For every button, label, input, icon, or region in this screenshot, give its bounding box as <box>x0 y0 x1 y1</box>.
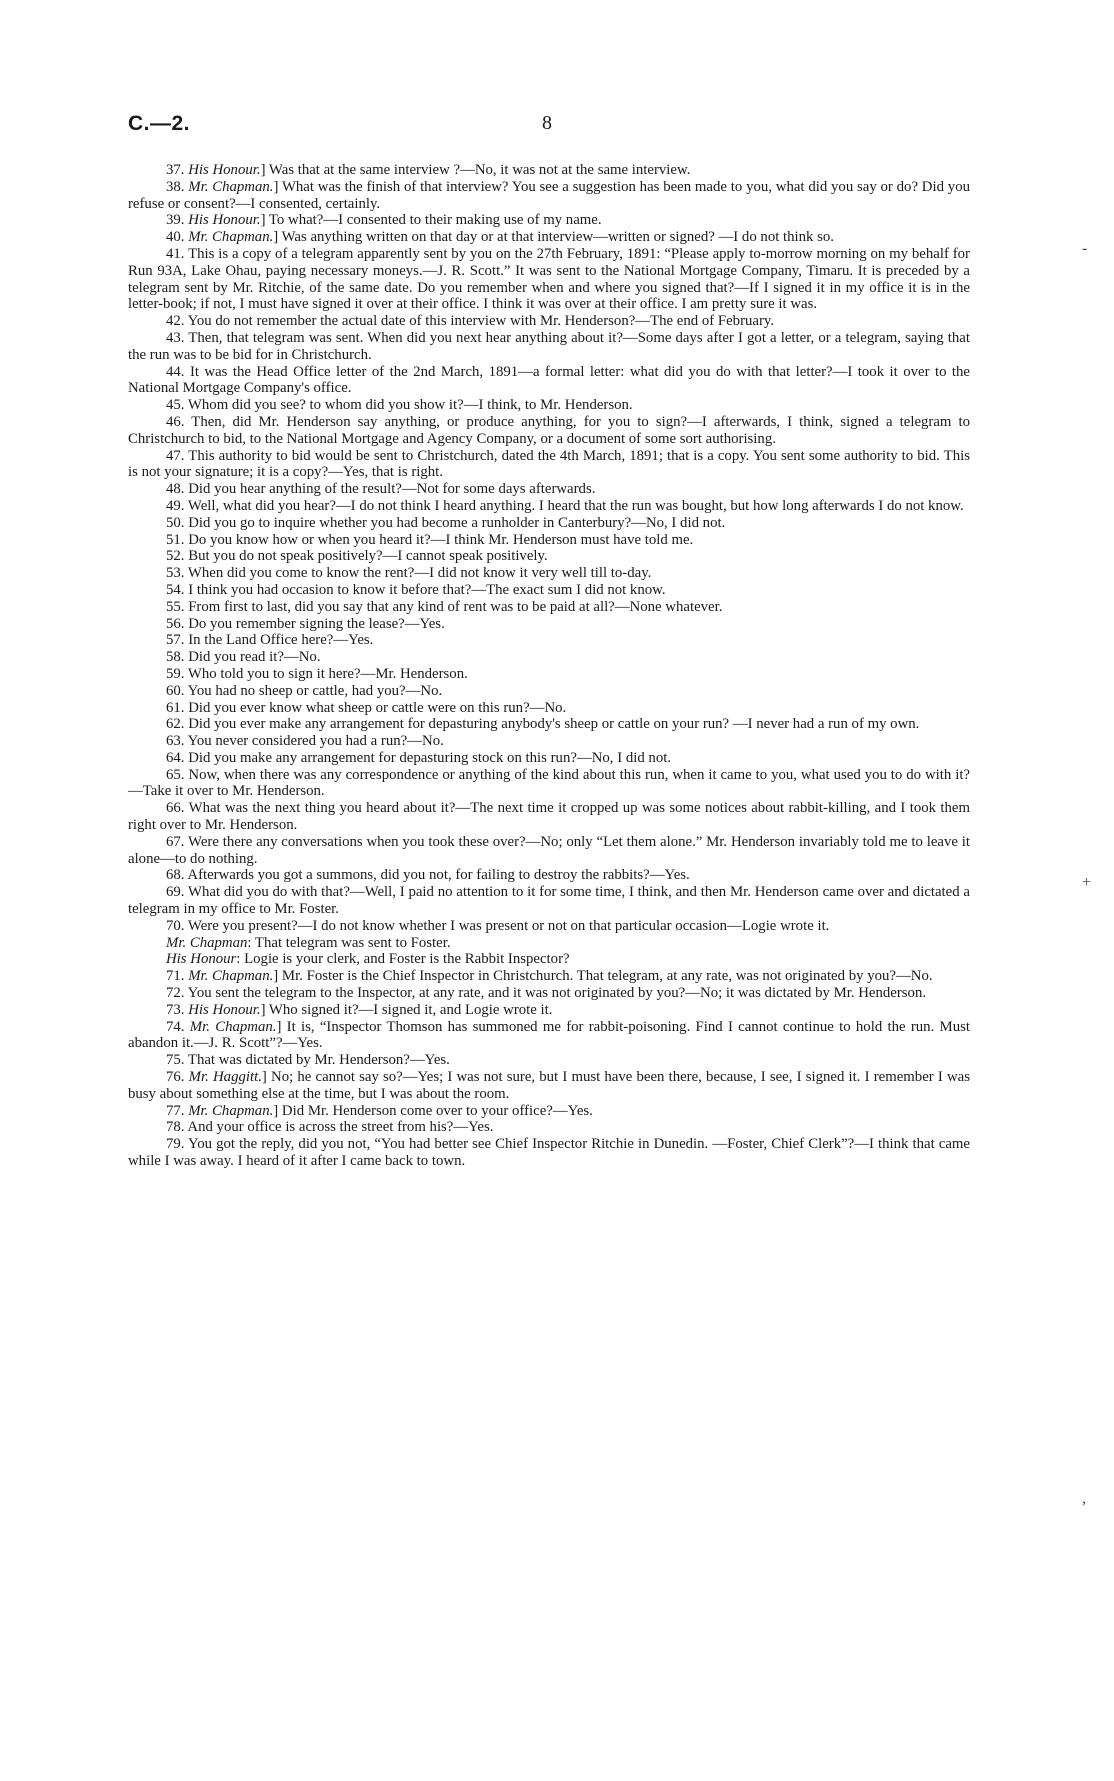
paragraph-text: ] To what?—I consented to their making use of my name. <box>260 212 602 229</box>
testimony-paragraph <box>128 498 970 515</box>
margin-mark: ‑ <box>1082 240 1088 257</box>
paragraph-text: 64. Did you make any arrangement for depasturing stock on this run?—No, I did not. <box>166 749 672 766</box>
paragraph-text: 57. In the Land Office here?—Yes. <box>166 632 374 649</box>
testimony-paragraph <box>128 935 970 952</box>
testimony-paragraph <box>128 616 970 633</box>
paragraph-text: 60. You had no sheep or cattle, had you?—No. <box>166 682 443 699</box>
document-code: C.—2. <box>128 112 191 135</box>
testimony-paragraph <box>128 834 970 868</box>
testimony-paragraph <box>128 414 970 448</box>
paragraph-text: 58. Did you read it?—No. <box>166 649 321 666</box>
speaker-name: His Honour. <box>188 212 261 229</box>
paragraph-text: 42. You do not remember the actual date of this interview with Mr. Henderson?—The end of February. <box>166 313 775 330</box>
speaker-name: Mr. Chapman <box>166 934 248 951</box>
paragraph-text: ] It is, “Inspector Thomson has summoned me for rabbit-poisoning. Find I cannot continue to hold the run. Must abandon it.—J. R. Scott”?—Yes. <box>128 1018 970 1052</box>
testimony-paragraph <box>128 1019 970 1053</box>
testimony-paragraph <box>128 548 970 565</box>
paragraph-text: 77. <box>166 1102 189 1119</box>
paragraph-text: 66. What was the next thing you heard about it?—The next time it cropped up was some notices about rabbit-killing, and I took them right over to Mr. Henderson. <box>128 800 970 834</box>
paragraph-text: 59. Who told you to sign it here?—Mr. Henderson. <box>166 665 468 682</box>
paragraph-text: 69. What did you do with that?—Well, I paid no attention to it for some time, I think, and then Mr. Henderson came over and dictated a telegram in my office to Mr. Foster. <box>128 884 970 918</box>
testimony-paragraph <box>128 649 970 666</box>
paragraph-text: 49. Well, what did you hear?—I do not think I heard anything. I heard that the run was bought, but how long afterwards I do not know. <box>166 497 964 514</box>
paragraph-text: 71. <box>166 968 189 985</box>
paragraph-text: 56. Do you remember signing the lease?—Yes. <box>166 615 445 632</box>
testimony-paragraph <box>128 515 970 532</box>
paragraph-text: 61. Did you ever know what sheep or cattle were on this run?—No. <box>166 699 567 716</box>
paragraph-text: 44. It was the Head Office letter of the 2nd March, 1891—a formal letter: what did you do with that letter?—I took it over to the National Mortgage Company's office. <box>128 363 970 397</box>
paragraph-text: : Logie is your clerk, and Foster is the Rabbit Inspector? <box>236 951 570 968</box>
testimony-paragraph <box>128 229 970 246</box>
speaker-name: His Honour <box>166 951 237 968</box>
testimony-paragraph <box>128 532 970 549</box>
testimony-paragraph <box>128 683 970 700</box>
testimony-paragraph <box>128 212 970 229</box>
testimony-paragraph <box>128 716 970 733</box>
speaker-name: Mr. Chapman. <box>188 178 274 195</box>
testimony-paragraph <box>128 800 970 834</box>
paragraph-text: 37. <box>166 162 189 178</box>
paragraph-text: 43. Then, that telegram was sent. When did you next hear anything about it?—Some days after I got a letter, or a telegram, saying that the run was to be bid for in Christchurch. <box>128 329 970 363</box>
speaker-name: Mr. Haggitt. <box>188 1069 262 1086</box>
paragraph-text: 55. From first to last, did you say that any kind of rent was to be paid at all?—None whatever. <box>166 598 723 615</box>
testimony-paragraph <box>128 313 970 330</box>
paragraph-text: 74. <box>166 1018 190 1035</box>
testimony-paragraph <box>128 1052 970 1069</box>
paragraph-text: ] Who signed it?—I signed it, and Logie wrote it. <box>260 1001 553 1018</box>
paragraph-text: 53. When did you come to know the rent?—I did not know it very well till to-day. <box>166 565 652 582</box>
paragraph-text: 78. And your office is across the street from his?—Yes. <box>166 1119 494 1136</box>
testimony-paragraph <box>128 1136 970 1170</box>
testimony-paragraph <box>128 1002 970 1019</box>
paragraph-text: 48. Did you hear anything of the result?—Not for some days afterwards. <box>166 481 596 498</box>
paragraph-text: 46. Then, did Mr. Henderson say anything, or produce anything, for you to sign?—I afterwards, I think, signed a telegram to Christchurch to bid, to the National Mortgage and Agency Company, or a document of some sort authorising. <box>128 413 970 447</box>
testimony-paragraph <box>128 884 970 918</box>
speaker-name: Mr. Chapman. <box>188 968 274 985</box>
paragraph-text: 70. Were you present?—I do not know whether I was present or not on that particular occasion—Logie wrote it. <box>166 917 830 934</box>
paragraph-text: 51. Do you know how or when you heard it?—I think Mr. Henderson must have told me. <box>166 531 694 548</box>
testimony-paragraph <box>128 951 970 968</box>
paragraph-text: ] Did Mr. Henderson come over to your office?—Yes. <box>273 1102 593 1119</box>
paragraph-text: 73. <box>166 1001 189 1018</box>
paragraph-text: 68. Afterwards you got a summons, did you not, for failing to destroy the rabbits?—Yes. <box>166 867 690 884</box>
paragraph-text: : That telegram was sent to Foster. <box>247 934 451 951</box>
testimony-paragraph <box>128 666 970 683</box>
paragraph-text: ] No; he cannot say so?—Yes; I was not sure, but I must have been there, because, I see, I signed it. I remember I was busy about something else at the time, but I was about the room. <box>128 1069 970 1102</box>
testimony-paragraph <box>128 750 970 767</box>
speaker-name: Mr. Chapman. <box>188 229 274 246</box>
testimony-paragraph <box>128 700 970 717</box>
paragraph-text: 50. Did you go to inquire whether you had become a runholder in Canterbury?—No, I did not. <box>166 514 726 531</box>
testimony-body <box>128 162 970 1170</box>
testimony-paragraph <box>128 364 970 398</box>
page-number: 8 <box>542 112 552 134</box>
paragraph-text: 63. You never considered you had a run?—No. <box>166 733 444 750</box>
margin-mark: + <box>1082 874 1092 891</box>
testimony-paragraph <box>128 481 970 498</box>
testimony-paragraph <box>128 397 970 414</box>
paragraph-text: ] Mr. Foster is the Chief Inspector in Christchurch. That telegram, at any rate, was not originated by you?—No. <box>273 968 933 985</box>
testimony-paragraph <box>128 582 970 599</box>
speaker-name: Mr. Chapman. <box>188 1102 274 1119</box>
testimony-paragraph <box>128 162 970 179</box>
paragraph-text: 54. I think you had occasion to know it before that?—The exact sum I did not know. <box>166 581 666 598</box>
testimony-paragraph <box>128 1069 970 1103</box>
paragraph-text: 75. That was dictated by Mr. Henderson?—Yes. <box>166 1052 450 1069</box>
paragraph-text: 67. Were there any conversations when you took these over?—No; only “Let them alone.” Mr. Henderson invariably told me to leave it alone—to do nothing. <box>128 833 970 867</box>
paragraph-text: 38. <box>166 178 189 195</box>
testimony-paragraph <box>128 632 970 649</box>
paragraph-text: 47. This authority to bid would be sent to Christchurch, dated the 4th March, 1891; that is a copy. You sent some authority to bid. This is not your signature; it is a copy?—Yes, that is right. <box>128 447 970 481</box>
testimony-paragraph <box>128 767 970 801</box>
speaker-name: His Honour. <box>188 1001 261 1018</box>
paragraph-text: 52. But you do not speak positively?—I cannot speak positively. <box>166 548 548 565</box>
testimony-paragraph <box>128 918 970 935</box>
paragraph-text: 40. <box>166 229 189 246</box>
paragraph-text: 72. You sent the telegram to the Inspector, at any rate, and it was not originated by you?—No; it was dictated by Mr. Henderson. <box>166 985 927 1002</box>
paragraph-text: 65. Now, when there was any correspondence or anything of the kind about this run, when it came to you, what used you to do with it?—Take it over to Mr. Henderson. <box>128 766 970 800</box>
testimony-paragraph <box>128 330 970 364</box>
testimony-paragraph <box>128 246 970 313</box>
testimony-paragraph <box>128 985 970 1002</box>
testimony-paragraph <box>128 1103 970 1120</box>
page-header <box>128 112 970 142</box>
paragraph-text: ] Was that at the same interview ?—No, it was not at the same interview. <box>260 162 691 178</box>
paragraph-text: 79. You got the reply, did you not, “You had better see Chief Inspector Ritchie in Dunedin. —Foster, Chief Clerk”?—I think that came while I was away. I heard of it after I came back to town. <box>128 1136 970 1170</box>
testimony-paragraph <box>128 1119 970 1136</box>
testimony-paragraph <box>128 867 970 884</box>
testimony-paragraph <box>128 565 970 582</box>
paragraph-text: 76. <box>166 1069 189 1086</box>
testimony-paragraph <box>128 968 970 985</box>
paragraph-text: 45. Whom did you see? to whom did you show it?—I think, to Mr. Henderson. <box>166 397 633 414</box>
testimony-paragraph <box>128 448 970 482</box>
paragraph-text: ] What was the finish of that interview? You see a suggestion has been made to you, what did you say or do? Did you refuse or consent?—I consented, certainly. <box>128 178 970 212</box>
paragraph-text: 62. Did you ever make any arrangement for depasturing anybody's sheep or cattle on your run? —I never had a run of my own. <box>166 716 920 733</box>
testimony-paragraph <box>128 179 970 213</box>
speaker-name: Mr. Chapman. <box>189 1018 277 1035</box>
speaker-name: His Honour. <box>188 162 261 178</box>
testimony-paragraph <box>128 599 970 616</box>
margin-mark: , <box>1082 1490 1086 1507</box>
testimony-paragraph <box>128 733 970 750</box>
paragraph-text: 41. This is a copy of a telegram apparently sent by you on the 27th February, 1891: “Please apply to-morrow morning on my behalf for Run 93A, Lake Ohau, paying necessary moneys.—J. R. Scott.” It was sent to the National Mortgage Company, Timaru. It is preceded by a telegram sent by Mr. Ritchie, of the same date. Do you remember when and where you signed that?—If I signed it in my office it is in the letter-book; if not, I must have signed it over at their office. I think it was over at their office. I am pretty sure it was. <box>128 245 970 313</box>
paragraph-text: ] Was anything written on that day or at that interview—written or signed? —I do not think so. <box>273 229 835 246</box>
paragraph-text: 39. <box>166 212 189 229</box>
